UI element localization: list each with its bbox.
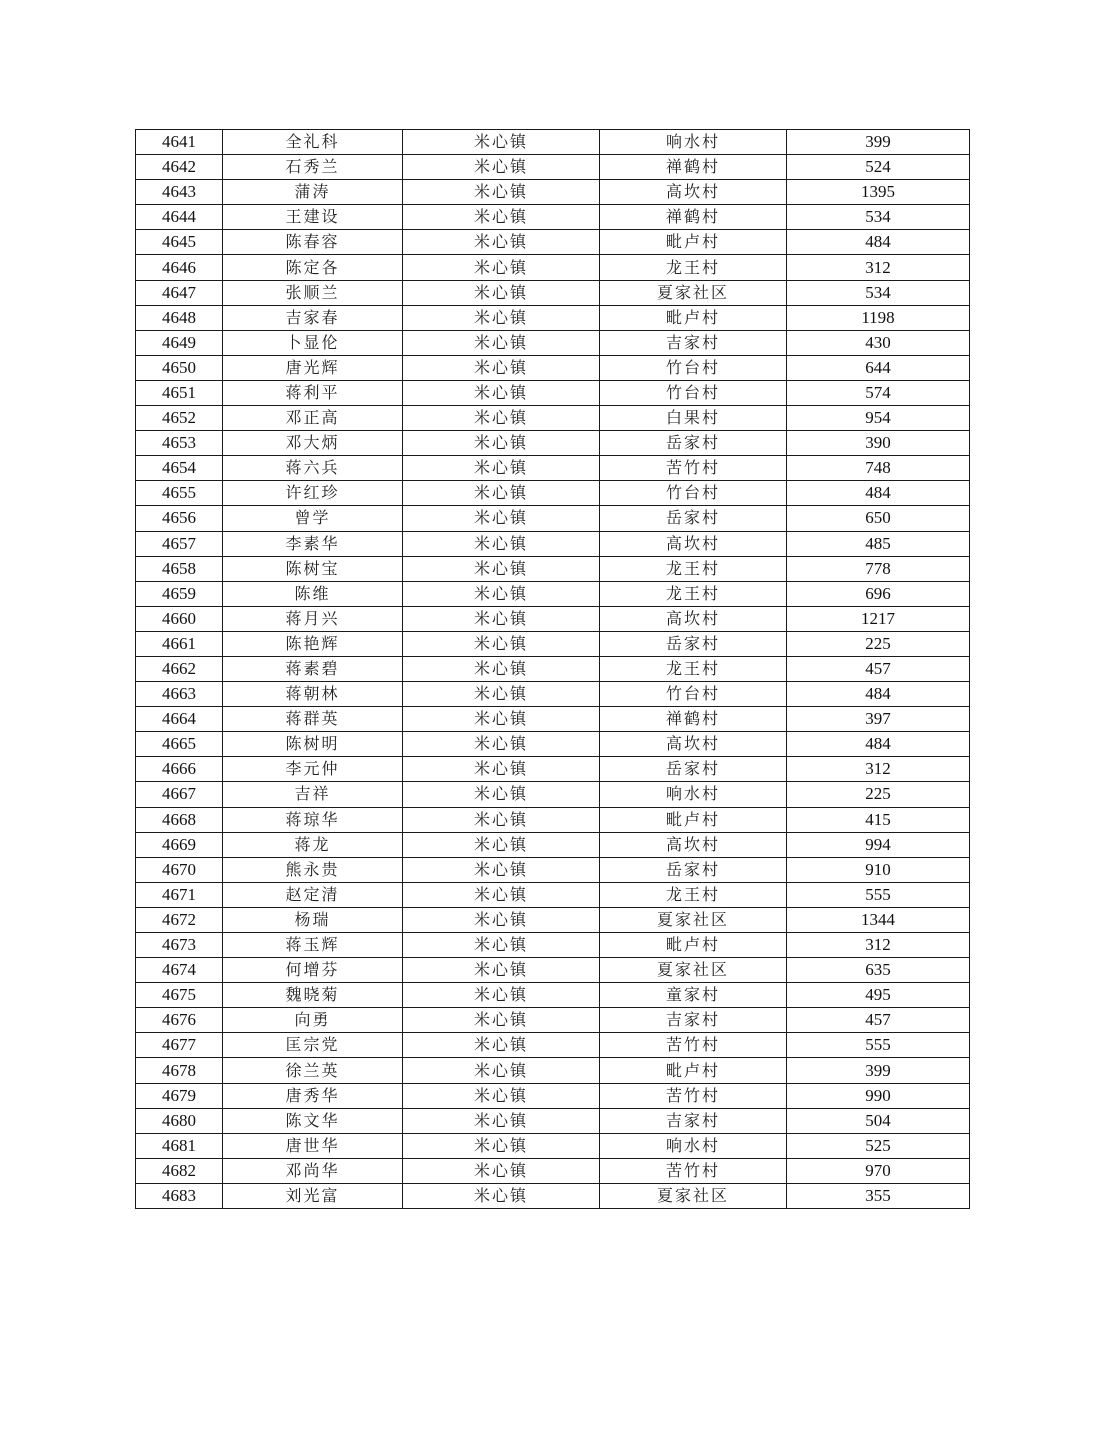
cell-amount: 484 bbox=[787, 481, 970, 506]
cell-village: 毗卢村 bbox=[600, 305, 787, 330]
cell-village: 夏家社区 bbox=[600, 907, 787, 932]
cell-village: 岳家村 bbox=[600, 757, 787, 782]
cell-person-name: 陈维 bbox=[223, 581, 403, 606]
cell-serial-number: 4674 bbox=[136, 958, 223, 983]
cell-person-name: 邓大炳 bbox=[223, 431, 403, 456]
cell-person-name: 陈春容 bbox=[223, 230, 403, 255]
cell-town: 米心镇 bbox=[403, 255, 600, 280]
cell-village: 竹台村 bbox=[600, 380, 787, 405]
table-row bbox=[136, 280, 970, 305]
cell-person-name: 唐光辉 bbox=[223, 355, 403, 380]
table-row bbox=[136, 732, 970, 757]
table-row bbox=[136, 305, 970, 330]
cell-village: 吉家村 bbox=[600, 1008, 787, 1033]
cell-amount: 312 bbox=[787, 933, 970, 958]
table-row bbox=[136, 832, 970, 857]
cell-person-name: 陈树宝 bbox=[223, 556, 403, 581]
cell-person-name: 许红珍 bbox=[223, 481, 403, 506]
cell-village: 夏家社区 bbox=[600, 958, 787, 983]
cell-village: 竹台村 bbox=[600, 682, 787, 707]
cell-amount: 355 bbox=[787, 1183, 970, 1208]
cell-town: 米心镇 bbox=[403, 481, 600, 506]
cell-village: 龙王村 bbox=[600, 255, 787, 280]
cell-serial-number: 4652 bbox=[136, 406, 223, 431]
cell-town: 米心镇 bbox=[403, 230, 600, 255]
table-row bbox=[136, 983, 970, 1008]
cell-amount: 994 bbox=[787, 832, 970, 857]
cell-serial-number: 4649 bbox=[136, 330, 223, 355]
cell-amount: 574 bbox=[787, 380, 970, 405]
cell-town: 米心镇 bbox=[403, 707, 600, 732]
cell-serial-number: 4679 bbox=[136, 1083, 223, 1108]
cell-town: 米心镇 bbox=[403, 933, 600, 958]
cell-amount: 225 bbox=[787, 631, 970, 656]
cell-amount: 954 bbox=[787, 406, 970, 431]
cell-amount: 484 bbox=[787, 230, 970, 255]
cell-person-name: 吉祥 bbox=[223, 782, 403, 807]
cell-serial-number: 4676 bbox=[136, 1008, 223, 1033]
cell-person-name: 陈艳辉 bbox=[223, 631, 403, 656]
cell-amount: 312 bbox=[787, 757, 970, 782]
cell-town: 米心镇 bbox=[403, 556, 600, 581]
cell-amount: 534 bbox=[787, 280, 970, 305]
cell-serial-number: 4680 bbox=[136, 1108, 223, 1133]
cell-village: 毗卢村 bbox=[600, 807, 787, 832]
cell-amount: 312 bbox=[787, 255, 970, 280]
cell-town: 米心镇 bbox=[403, 682, 600, 707]
cell-village: 龙王村 bbox=[600, 581, 787, 606]
table-row bbox=[136, 606, 970, 631]
cell-village: 毗卢村 bbox=[600, 933, 787, 958]
cell-serial-number: 4644 bbox=[136, 205, 223, 230]
cell-town: 米心镇 bbox=[403, 155, 600, 180]
cell-amount: 390 bbox=[787, 431, 970, 456]
cell-serial-number: 4678 bbox=[136, 1058, 223, 1083]
table-row bbox=[136, 807, 970, 832]
cell-person-name: 蒋六兵 bbox=[223, 456, 403, 481]
cell-person-name: 张顺兰 bbox=[223, 280, 403, 305]
table-row bbox=[136, 481, 970, 506]
cell-amount: 524 bbox=[787, 155, 970, 180]
cell-town: 米心镇 bbox=[403, 732, 600, 757]
cell-town: 米心镇 bbox=[403, 882, 600, 907]
cell-person-name: 卜显伦 bbox=[223, 330, 403, 355]
cell-amount: 696 bbox=[787, 581, 970, 606]
cell-person-name: 熊永贵 bbox=[223, 857, 403, 882]
cell-serial-number: 4654 bbox=[136, 456, 223, 481]
table-row bbox=[136, 882, 970, 907]
table-row bbox=[136, 155, 970, 180]
table-row bbox=[136, 707, 970, 732]
cell-amount: 1344 bbox=[787, 907, 970, 932]
cell-village: 吉家村 bbox=[600, 330, 787, 355]
cell-serial-number: 4668 bbox=[136, 807, 223, 832]
cell-amount: 457 bbox=[787, 1008, 970, 1033]
cell-village: 童家村 bbox=[600, 983, 787, 1008]
cell-person-name: 蒋素碧 bbox=[223, 656, 403, 681]
cell-village: 龙王村 bbox=[600, 556, 787, 581]
cell-person-name: 邓正高 bbox=[223, 406, 403, 431]
cell-person-name: 全礼科 bbox=[223, 130, 403, 155]
cell-town: 米心镇 bbox=[403, 1108, 600, 1133]
cell-town: 米心镇 bbox=[403, 857, 600, 882]
table-row bbox=[136, 456, 970, 481]
table-row bbox=[136, 506, 970, 531]
cell-serial-number: 4659 bbox=[136, 581, 223, 606]
cell-person-name: 唐世华 bbox=[223, 1133, 403, 1158]
cell-town: 米心镇 bbox=[403, 456, 600, 481]
cell-amount: 635 bbox=[787, 958, 970, 983]
cell-serial-number: 4683 bbox=[136, 1183, 223, 1208]
cell-town: 米心镇 bbox=[403, 1183, 600, 1208]
cell-amount: 644 bbox=[787, 355, 970, 380]
cell-amount: 650 bbox=[787, 506, 970, 531]
cell-amount: 485 bbox=[787, 531, 970, 556]
cell-serial-number: 4658 bbox=[136, 556, 223, 581]
cell-village: 龙王村 bbox=[600, 656, 787, 681]
cell-serial-number: 4669 bbox=[136, 832, 223, 857]
table-row bbox=[136, 782, 970, 807]
cell-serial-number: 4648 bbox=[136, 305, 223, 330]
cell-amount: 457 bbox=[787, 656, 970, 681]
cell-serial-number: 4657 bbox=[136, 531, 223, 556]
cell-serial-number: 4681 bbox=[136, 1133, 223, 1158]
cell-serial-number: 4656 bbox=[136, 506, 223, 531]
cell-person-name: 杨瑞 bbox=[223, 907, 403, 932]
cell-town: 米心镇 bbox=[403, 330, 600, 355]
cell-person-name: 李元仲 bbox=[223, 757, 403, 782]
cell-village: 岳家村 bbox=[600, 631, 787, 656]
cell-town: 米心镇 bbox=[403, 180, 600, 205]
cell-village: 禅鹤村 bbox=[600, 205, 787, 230]
cell-amount: 484 bbox=[787, 732, 970, 757]
table-row bbox=[136, 205, 970, 230]
cell-village: 毗卢村 bbox=[600, 230, 787, 255]
cell-amount: 495 bbox=[787, 983, 970, 1008]
cell-village: 高坎村 bbox=[600, 732, 787, 757]
cell-town: 米心镇 bbox=[403, 355, 600, 380]
cell-town: 米心镇 bbox=[403, 305, 600, 330]
table-row bbox=[136, 180, 970, 205]
table-row bbox=[136, 1133, 970, 1158]
cell-town: 米心镇 bbox=[403, 782, 600, 807]
cell-town: 米心镇 bbox=[403, 1133, 600, 1158]
cell-village: 高坎村 bbox=[600, 531, 787, 556]
table-row bbox=[136, 531, 970, 556]
cell-village: 龙王村 bbox=[600, 882, 787, 907]
table-row bbox=[136, 1183, 970, 1208]
cell-person-name: 魏晓菊 bbox=[223, 983, 403, 1008]
cell-town: 米心镇 bbox=[403, 431, 600, 456]
table-row bbox=[136, 130, 970, 155]
cell-amount: 525 bbox=[787, 1133, 970, 1158]
cell-village: 高坎村 bbox=[600, 832, 787, 857]
cell-amount: 1198 bbox=[787, 305, 970, 330]
cell-person-name: 蒲涛 bbox=[223, 180, 403, 205]
cell-person-name: 曾学 bbox=[223, 506, 403, 531]
cell-village: 苦竹村 bbox=[600, 1033, 787, 1058]
cell-amount: 555 bbox=[787, 1033, 970, 1058]
cell-village: 竹台村 bbox=[600, 481, 787, 506]
cell-village: 吉家村 bbox=[600, 1108, 787, 1133]
cell-town: 米心镇 bbox=[403, 907, 600, 932]
cell-town: 米心镇 bbox=[403, 1033, 600, 1058]
table-row bbox=[136, 1158, 970, 1183]
cell-town: 米心镇 bbox=[403, 581, 600, 606]
cell-town: 米心镇 bbox=[403, 130, 600, 155]
cell-person-name: 蒋群英 bbox=[223, 707, 403, 732]
cell-serial-number: 4642 bbox=[136, 155, 223, 180]
cell-town: 米心镇 bbox=[403, 832, 600, 857]
cell-serial-number: 4673 bbox=[136, 933, 223, 958]
cell-person-name: 何增芬 bbox=[223, 958, 403, 983]
cell-amount: 748 bbox=[787, 456, 970, 481]
cell-amount: 778 bbox=[787, 556, 970, 581]
cell-village: 岳家村 bbox=[600, 857, 787, 882]
cell-amount: 504 bbox=[787, 1108, 970, 1133]
cell-amount: 397 bbox=[787, 707, 970, 732]
table-row bbox=[136, 933, 970, 958]
table-row bbox=[136, 581, 970, 606]
cell-person-name: 赵定清 bbox=[223, 882, 403, 907]
cell-person-name: 蒋朝林 bbox=[223, 682, 403, 707]
cell-town: 米心镇 bbox=[403, 757, 600, 782]
cell-town: 米心镇 bbox=[403, 807, 600, 832]
cell-amount: 399 bbox=[787, 1058, 970, 1083]
table-row bbox=[136, 1083, 970, 1108]
cell-amount: 555 bbox=[787, 882, 970, 907]
table-row bbox=[136, 1108, 970, 1133]
cell-amount: 225 bbox=[787, 782, 970, 807]
cell-town: 米心镇 bbox=[403, 406, 600, 431]
table-row bbox=[136, 757, 970, 782]
cell-village: 禅鹤村 bbox=[600, 707, 787, 732]
table-row bbox=[136, 682, 970, 707]
cell-serial-number: 4662 bbox=[136, 656, 223, 681]
table-row bbox=[136, 1033, 970, 1058]
cell-serial-number: 4655 bbox=[136, 481, 223, 506]
cell-serial-number: 4641 bbox=[136, 130, 223, 155]
cell-serial-number: 4664 bbox=[136, 707, 223, 732]
cell-serial-number: 4646 bbox=[136, 255, 223, 280]
table-row bbox=[136, 1058, 970, 1083]
cell-serial-number: 4670 bbox=[136, 857, 223, 882]
cell-serial-number: 4663 bbox=[136, 682, 223, 707]
cell-village: 岳家村 bbox=[600, 506, 787, 531]
cell-serial-number: 4677 bbox=[136, 1033, 223, 1058]
cell-person-name: 蒋龙 bbox=[223, 832, 403, 857]
table-row bbox=[136, 907, 970, 932]
cell-town: 米心镇 bbox=[403, 1058, 600, 1083]
cell-person-name: 李素华 bbox=[223, 531, 403, 556]
cell-village: 岳家村 bbox=[600, 431, 787, 456]
cell-serial-number: 4647 bbox=[136, 280, 223, 305]
cell-village: 夏家社区 bbox=[600, 1183, 787, 1208]
cell-amount: 1217 bbox=[787, 606, 970, 631]
table-row bbox=[136, 355, 970, 380]
table-row bbox=[136, 230, 970, 255]
cell-town: 米心镇 bbox=[403, 656, 600, 681]
cell-serial-number: 4653 bbox=[136, 431, 223, 456]
cell-village: 响水村 bbox=[600, 1133, 787, 1158]
cell-town: 米心镇 bbox=[403, 1158, 600, 1183]
cell-serial-number: 4667 bbox=[136, 782, 223, 807]
cell-person-name: 刘光富 bbox=[223, 1183, 403, 1208]
table-row bbox=[136, 857, 970, 882]
table-row bbox=[136, 556, 970, 581]
cell-village: 白果村 bbox=[600, 406, 787, 431]
cell-village: 苦竹村 bbox=[600, 1083, 787, 1108]
cell-serial-number: 4666 bbox=[136, 757, 223, 782]
cell-person-name: 蒋利平 bbox=[223, 380, 403, 405]
cell-serial-number: 4671 bbox=[136, 882, 223, 907]
table-row bbox=[136, 431, 970, 456]
cell-town: 米心镇 bbox=[403, 958, 600, 983]
cell-village: 禅鹤村 bbox=[600, 155, 787, 180]
cell-person-name: 王建设 bbox=[223, 205, 403, 230]
cell-person-name: 匡宗党 bbox=[223, 1033, 403, 1058]
cell-amount: 484 bbox=[787, 682, 970, 707]
cell-town: 米心镇 bbox=[403, 1083, 600, 1108]
cell-town: 米心镇 bbox=[403, 280, 600, 305]
cell-person-name: 吉家春 bbox=[223, 305, 403, 330]
cell-village: 高坎村 bbox=[600, 606, 787, 631]
cell-person-name: 向勇 bbox=[223, 1008, 403, 1033]
cell-amount: 990 bbox=[787, 1083, 970, 1108]
cell-amount: 430 bbox=[787, 330, 970, 355]
cell-serial-number: 4660 bbox=[136, 606, 223, 631]
cell-serial-number: 4665 bbox=[136, 732, 223, 757]
cell-person-name: 陈文华 bbox=[223, 1108, 403, 1133]
cell-serial-number: 4650 bbox=[136, 355, 223, 380]
table-row bbox=[136, 656, 970, 681]
cell-person-name: 徐兰英 bbox=[223, 1058, 403, 1083]
cell-serial-number: 4643 bbox=[136, 180, 223, 205]
cell-amount: 910 bbox=[787, 857, 970, 882]
cell-person-name: 陈树明 bbox=[223, 732, 403, 757]
cell-amount: 534 bbox=[787, 205, 970, 230]
cell-amount: 970 bbox=[787, 1158, 970, 1183]
cell-person-name: 邓尚华 bbox=[223, 1158, 403, 1183]
cell-town: 米心镇 bbox=[403, 631, 600, 656]
cell-town: 米心镇 bbox=[403, 1008, 600, 1033]
cell-town: 米心镇 bbox=[403, 983, 600, 1008]
cell-town: 米心镇 bbox=[403, 380, 600, 405]
roster-table-body bbox=[136, 130, 970, 1209]
cell-serial-number: 4651 bbox=[136, 380, 223, 405]
cell-serial-number: 4675 bbox=[136, 983, 223, 1008]
cell-town: 米心镇 bbox=[403, 205, 600, 230]
cell-village: 响水村 bbox=[600, 130, 787, 155]
cell-amount: 399 bbox=[787, 130, 970, 155]
table-row bbox=[136, 255, 970, 280]
table-row bbox=[136, 631, 970, 656]
table-row bbox=[136, 1008, 970, 1033]
cell-village: 竹台村 bbox=[600, 355, 787, 380]
table-row bbox=[136, 330, 970, 355]
cell-serial-number: 4672 bbox=[136, 907, 223, 932]
cell-person-name: 陈定各 bbox=[223, 255, 403, 280]
cell-village: 苦竹村 bbox=[600, 1158, 787, 1183]
cell-serial-number: 4661 bbox=[136, 631, 223, 656]
cell-person-name: 蒋玉辉 bbox=[223, 933, 403, 958]
table-row bbox=[136, 958, 970, 983]
cell-town: 米心镇 bbox=[403, 506, 600, 531]
cell-serial-number: 4645 bbox=[136, 230, 223, 255]
cell-village: 苦竹村 bbox=[600, 456, 787, 481]
cell-serial-number: 4682 bbox=[136, 1158, 223, 1183]
cell-town: 米心镇 bbox=[403, 531, 600, 556]
cell-village: 响水村 bbox=[600, 782, 787, 807]
cell-person-name: 唐秀华 bbox=[223, 1083, 403, 1108]
table-row bbox=[136, 406, 970, 431]
cell-village: 毗卢村 bbox=[600, 1058, 787, 1083]
cell-town: 米心镇 bbox=[403, 606, 600, 631]
cell-amount: 415 bbox=[787, 807, 970, 832]
cell-village: 夏家社区 bbox=[600, 280, 787, 305]
cell-person-name: 蒋琼华 bbox=[223, 807, 403, 832]
roster-table bbox=[135, 129, 970, 1209]
cell-amount: 1395 bbox=[787, 180, 970, 205]
cell-person-name: 石秀兰 bbox=[223, 155, 403, 180]
table-row bbox=[136, 380, 970, 405]
cell-village: 高坎村 bbox=[600, 180, 787, 205]
cell-person-name: 蒋月兴 bbox=[223, 606, 403, 631]
